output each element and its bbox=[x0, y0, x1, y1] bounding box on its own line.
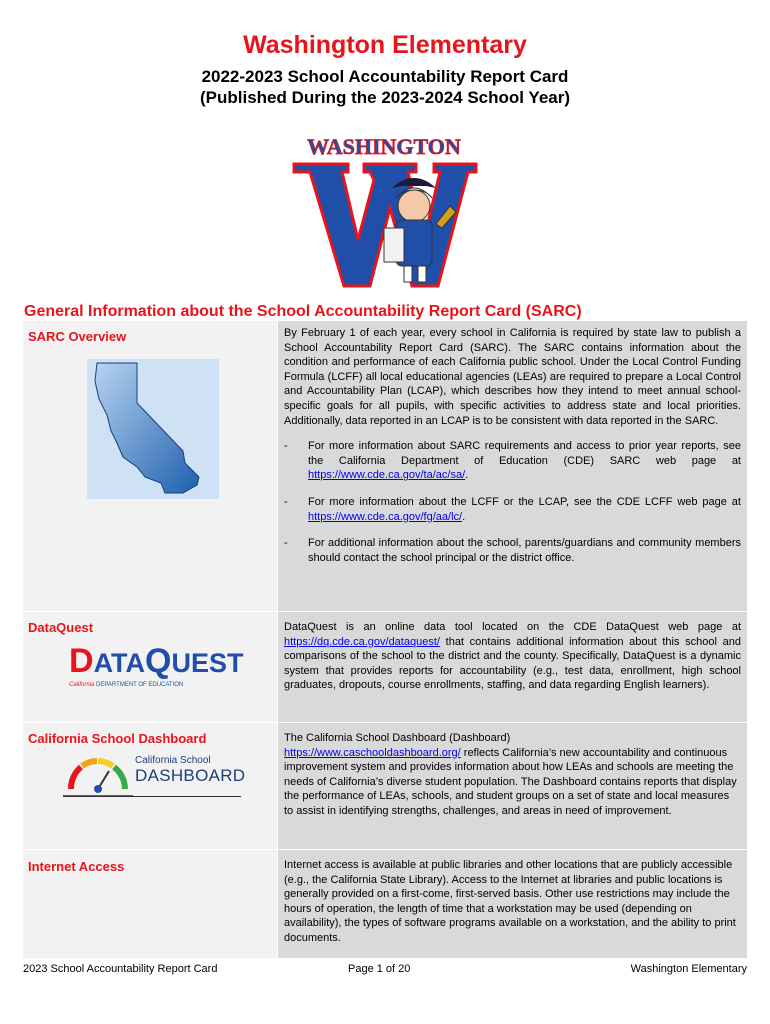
bullet-dash: - bbox=[284, 440, 288, 453]
bullet-dash: - bbox=[284, 495, 288, 508]
dataquest-caption-italic: California bbox=[69, 682, 95, 688]
sarc-bullet-2-period: . bbox=[462, 510, 466, 523]
internet-access-label: Internet Access bbox=[28, 859, 125, 874]
report-subtitle bbox=[0, 66, 770, 108]
table-row-sarc bbox=[23, 321, 747, 612]
footer-left: 2023 School Accountability Report Card bbox=[23, 963, 218, 975]
dataquest-logo-d: D bbox=[69, 642, 94, 680]
dataquest-logo-q: Q bbox=[145, 642, 172, 680]
dashboard-label: California School Dashboard bbox=[28, 731, 207, 746]
section-heading: General Information about the School Accountability Report Card (SARC) bbox=[24, 303, 582, 320]
lcff-web-page-link[interactable]: https://www.cde.ca.gov/fg/aa/lc/ bbox=[308, 510, 463, 523]
report-title: 2022-2023 School Accountability Report Card bbox=[201, 67, 569, 86]
dashboard-paragraph bbox=[284, 731, 741, 819]
dataquest-logo-uest: UEST bbox=[171, 648, 244, 678]
dashboard-text-post: reflects California’s new accountability and continuous improvement system and provides information about how LEAs and schools are meeting the needs of California’s diverse student population. The Dashboard contains reports that display the performance of LEAs, schools, and student groups on a set of state and local measures to assist in identifying strengths, challenges, and areas in need of improvement. bbox=[284, 746, 737, 817]
dashboard-logo bbox=[63, 753, 263, 803]
sarc-bullet-3-text: For additional information about the school, parents/guardians and community members should contact the school principal or the district office. bbox=[308, 537, 741, 564]
bullet-dash: - bbox=[284, 537, 288, 550]
school-logo bbox=[286, 128, 482, 293]
internet-text-cell bbox=[278, 850, 747, 958]
dashboard-text-cell bbox=[278, 723, 747, 849]
sarc-bullet-1-text: For more information about SARC requirements and access to prior year reports, see the California Department of Education (CDE) SARC web page at bbox=[308, 440, 741, 467]
washington-mascot-logo bbox=[286, 128, 482, 293]
sarc-text-cell bbox=[278, 321, 747, 611]
sarc-overview-label: SARC Overview bbox=[28, 329, 127, 344]
sarc-bullet-1-period: . bbox=[465, 469, 469, 482]
dataquest-label: DataQuest bbox=[28, 620, 94, 635]
dashboard-label-cell bbox=[23, 723, 278, 849]
dataquest-label-cell bbox=[23, 612, 278, 722]
sarc-bullet-2 bbox=[284, 495, 741, 524]
dataquest-link[interactable]: https://dq.cde.ca.gov/dataquest/ bbox=[284, 635, 440, 648]
table-row-internet bbox=[23, 850, 747, 959]
logo-w-letter bbox=[294, 164, 476, 286]
dataquest-text-pre: DataQuest is an online data tool located on the CDE DataQuest web page at bbox=[284, 621, 741, 633]
sarc-bullet-2-text: For more information about the LCFF or the LCAP, see the CDE LCFF web page at bbox=[308, 495, 741, 508]
dataquest-logo-ata: ATA bbox=[93, 648, 146, 678]
dataquest-paragraph bbox=[284, 620, 741, 693]
internet-label-cell bbox=[23, 850, 278, 958]
published-note: (Published During the 2023-2024 School Year) bbox=[199, 88, 571, 107]
sarc-label-cell bbox=[23, 321, 278, 611]
info-table bbox=[23, 321, 747, 959]
school-name-title: Washington Elementary bbox=[243, 31, 527, 59]
sarc-web-page-link[interactable]: https://www.cde.ca.gov/ta/ac/sa/ bbox=[308, 469, 466, 482]
dashboard-text-pre: The California School Dashboard (Dashboard) bbox=[284, 732, 511, 744]
dashboard-logo-top: California School bbox=[135, 755, 211, 766]
sarc-bullet-3 bbox=[284, 536, 741, 565]
dataquest-text-post: that contains additional information about this school and comparisons of the school to the district and the county. Specifically, DataQuest is a dynamic system that provides reports for accountability (e.g., test data, enrollment, high school graduates, dropouts, course enrollments, staffing, and data regarding English learners). bbox=[284, 635, 742, 692]
internet-access-paragraph: Internet access is available at public libraries and other locations that are publicly accessible (e.g., the California State Library). Access to the Internet at libraries and public locations is generally provided on a first-come, first-served basis. Other use restrictions may include the hours of operation, the length of time that a workstation may be used (depending on availability), the types of software programs available on a workstation, and the ability to print documents. bbox=[284, 859, 736, 944]
dataquest-text-cell bbox=[278, 612, 747, 722]
dashboard-gauge-icon bbox=[63, 753, 133, 797]
dashboard-link[interactable]: https://www.caschooldashboard.org/ bbox=[284, 746, 461, 759]
dataquest-caption: DEPARTMENT OF EDUCATION bbox=[96, 682, 184, 688]
table-row-dataquest bbox=[23, 612, 747, 723]
footer-right: Washington Elementary bbox=[630, 963, 747, 975]
sarc-overview-paragraph: By February 1 of each year, every school in California is required by state law to publish a School Accountability Report Card (SARC). The SARC contains information about the condition and performance of each California public school. Under the Local Control Funding Formula (LCFF) all local educational agencies (LEAs) are required to prepare a Local Control and Accountability Plan (LCAP), which describes how they intend to meet annual school-specific goals for all pupils, with specific activities to address state and local priorities. Additionally, data reported in an LCAP is to be consistent with data reported in the SARC. bbox=[284, 327, 741, 427]
table-row-dashboard bbox=[23, 723, 747, 850]
logo-banner-text: WASHINGTON bbox=[307, 134, 461, 159]
california-map-image bbox=[87, 359, 219, 499]
dashboard-logo-bottom: DASHBOARD bbox=[135, 766, 246, 785]
sarc-bullet-1 bbox=[284, 439, 741, 483]
footer-page-number: Page 1 of 20 bbox=[348, 963, 411, 975]
dataquest-logo bbox=[69, 642, 249, 694]
